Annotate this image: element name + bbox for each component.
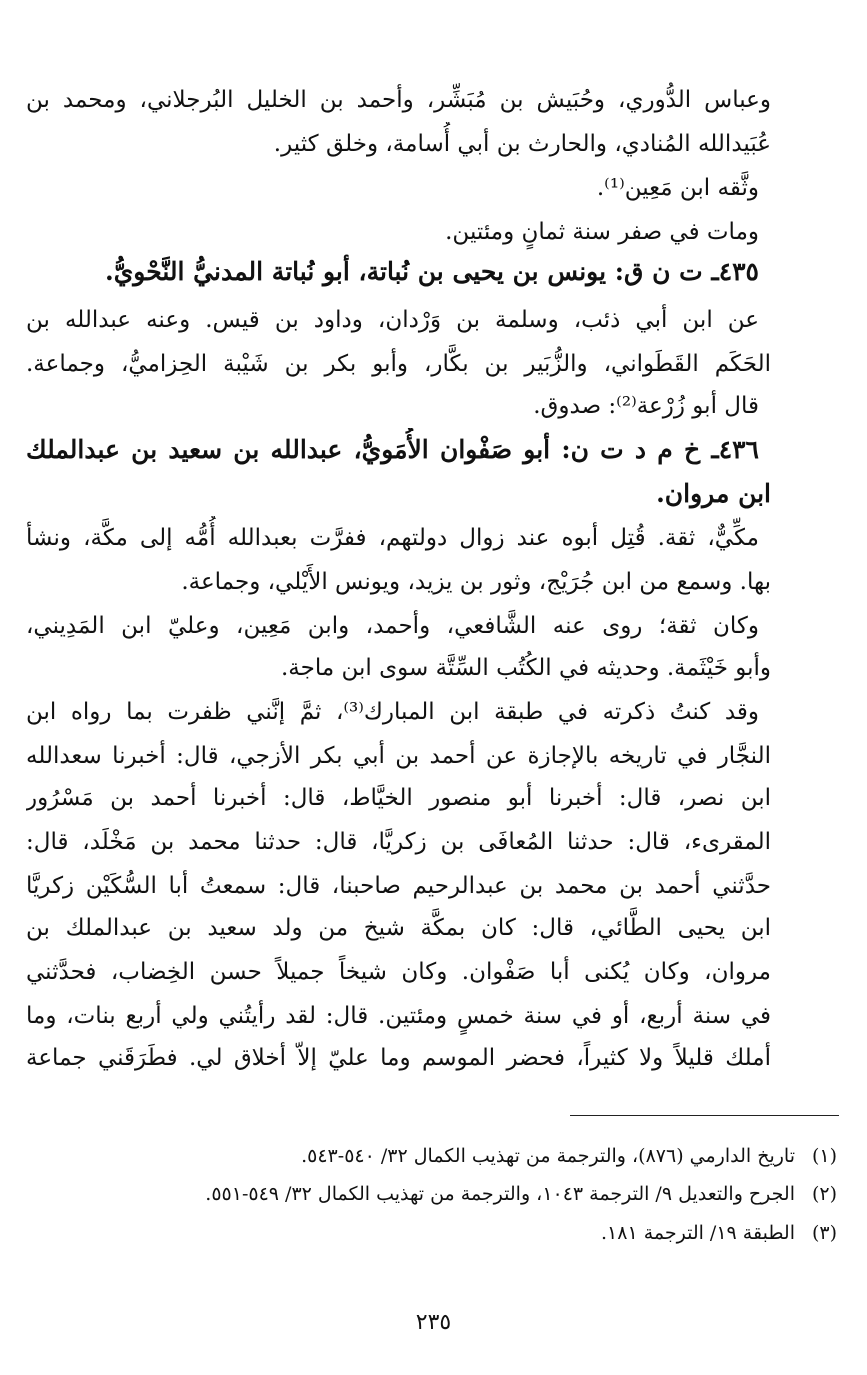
- text-line: عن ابن أبي ذئب، وسلمة بن وَرْدان، وداود بن قيس. وعنه عبدالله بن: [26, 307, 759, 333]
- text-line: قال أبو زُرْعة⁽²⁾: صدوق.: [533, 393, 759, 419]
- text-line: الحَكَم القَطَواني، والزُّبَير بن بكَّار، وأبو بكر بن شَيْبة الحِزاميُّ، وجماعة.: [26, 351, 771, 377]
- text-line: بها. وسمع من ابن جُرَيْج، وثور بن يزيد، ويونس الأَيْلي، وجماعة.: [181, 569, 771, 595]
- text-line: وقد كنتُ ذكرته في طبقة ابن المبارك⁽³⁾، ثمَّ إنَّني ظفرت بما رواه ابن: [26, 699, 759, 725]
- entry-heading-436: ٤٣٦ـ خ م د ت ن: أبو صَفْوان الأُمَويُّ، عبدالله بن سعيد بن عبدالملك: [26, 435, 759, 464]
- footnote-3: [17, 1217, 837, 1249]
- text-line: وعباس الدُّوري، وحُبَيش بن مُبَشِّر، وأحمد بن الخليل البُرجلاني، ومحمد بن: [26, 87, 771, 113]
- text-line: ابن يحيى الطَّائي، قال: كان بمكَّة شيخ من ولد سعيد بن عبدالملك بن: [26, 915, 771, 941]
- text-line: وأبو خَيْثَمة. وحديثه في الكُتُب السِّتَّة سوى ابن ماجة.: [281, 655, 771, 681]
- text-line: النجَّار في تاريخه بالإجازة عن أحمد بن أبي بكر الأزجي، قال: أخبرنا سعدالله: [26, 743, 771, 769]
- footnote-number: (١): [811, 1145, 837, 1167]
- footnote-1: [17, 1140, 837, 1172]
- text-line: أملك قليلاً ولا كثيراً، فحضر الموسم وما عليّ إلاّ أخلاق لي. فطَرَقَني جماعة: [26, 1045, 771, 1071]
- entry-heading-435: ٤٣٥ـ ت ن ق: يونس بن يحيى بن نُباتة، أبو نُباتة المدنيُّ النَّحْويُّ.: [105, 257, 759, 286]
- text-line: في سنة أربع، أو في سنة خمسٍ ومئتين. قال: لقد رأيتُني ولي أربع بنات، وما: [26, 1003, 771, 1029]
- page-number: ٢٣٥: [415, 1310, 452, 1335]
- text-line: مروان، وكان يُكنى أبا صَفْوان. وكان شيخاً جميلاً حسن الخِضاب، فحدَّثني: [26, 959, 771, 985]
- text-line: ومات في صفر سنة ثمانٍ ومئتين.: [445, 219, 759, 245]
- footnote-2: [17, 1178, 837, 1210]
- text-line: وكان ثقة؛ روى عنه الشَّافعي، وأحمد، وابن مَعِين، وعليّ ابن المَدِيني،: [26, 613, 759, 639]
- text-line: وثَّقه ابن مَعِين⁽¹⁾.: [596, 175, 759, 201]
- entry-heading-436-cont: ابن مروان.: [656, 479, 771, 508]
- footnote-text: الطبقة ١٩/ الترجمة ١٨١.: [600, 1222, 795, 1244]
- footnote-text: تاريخ الدارمي (٨٧٦)، والترجمة من تهذيب الكمال ٣٢/ ٥٤٠-٥٤٣.: [301, 1145, 795, 1167]
- text-line: حدَّثني أحمد بن محمد بن عبدالرحيم صاحبنا، قال: سمعتُ أبا السُّكَيْن زكريَّا: [26, 873, 771, 899]
- footnote-number: (٢): [811, 1183, 837, 1205]
- text-line: المقرىء، قال: حدثنا المُعافَى بن زكريَّا، قال: حدثنا محمد بن مَخْلَد، قال:: [26, 829, 771, 855]
- text-line: ابن نصر، قال: أخبرنا أبو منصور الخيَّاط، قال: أخبرنا أحمد بن مَسْرُور: [26, 785, 771, 811]
- footnote-number: (٣): [811, 1222, 837, 1244]
- footnote-text: الجرح والتعديل ٩/ الترجمة ١٠٤٣، والترجمة من تهذيب الكمال ٣٢/ ٥٤٩-٥٥١.: [205, 1183, 795, 1205]
- text-line: مكِّيٌّ، ثقة. قُتِل أبوه عند زوال دولتهم، ففرَّت بعبدالله أُمُّه إلى مكَّة، ونشأ: [26, 525, 759, 551]
- footnote-separator: [570, 1115, 839, 1116]
- text-line: عُبَيدالله المُنادي، والحارث بن أبي أُسامة، وخلق كثير.: [273, 131, 771, 157]
